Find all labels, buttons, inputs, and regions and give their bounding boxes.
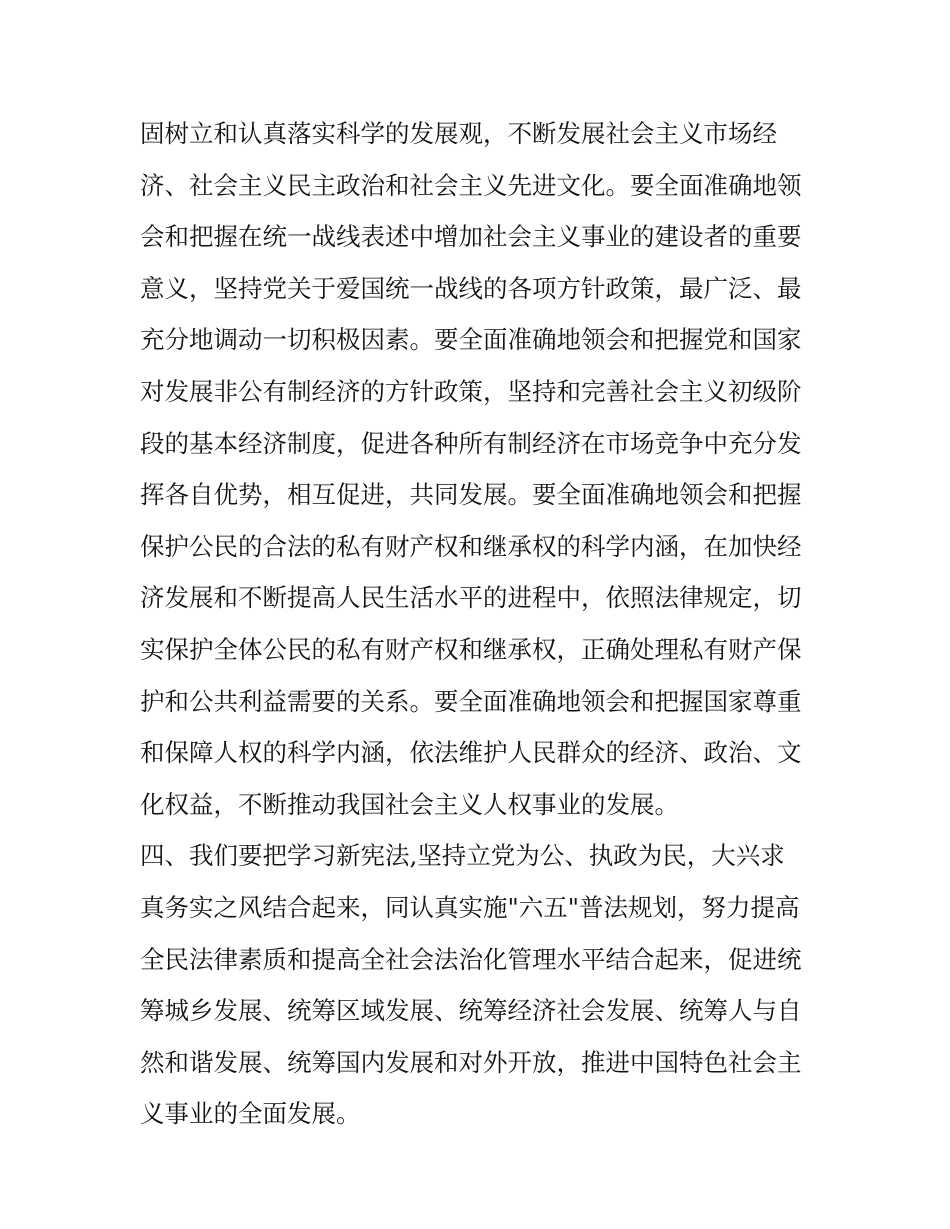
text-line: 实保护全体公民的私有财产权和继承权，正确处理私有财产保: [140, 634, 802, 664]
text-line: 和保障人权的科学内涵，依法维护人民群众的经济、政治、文: [140, 738, 802, 768]
text-line: 筹城乡发展、统筹区域发展、统筹经济社会发展、统筹人与自: [140, 996, 802, 1026]
text-line: 意义，坚持党关于爱国统一战线的各项方针政策，最广泛、最: [140, 273, 802, 303]
text-line: 会和把握在统一战线表述中增加社会主义事业的建设者的重要: [140, 222, 802, 252]
text-line: 全民法律素质和提高全社会法治化管理水平结合起来，促进统: [140, 944, 802, 974]
text-line: 段的基本经济制度，促进各种所有制经济在市场竞争中充分发: [140, 428, 802, 458]
text-line: 对发展非公有制经济的方针政策，坚持和完善社会主义初级阶: [140, 376, 802, 406]
text-line: 义事业的全面发展。: [140, 1099, 361, 1129]
text-line: 挥各自优势，相互促进，共同发展。要全面准确地领会和把握: [140, 480, 802, 510]
text-line: 济、社会主义民主政治和社会主义先进文化。要全面准确地领: [140, 170, 802, 200]
text-line: 化权益，不断推动我国社会主义人权事业的发展。: [140, 789, 679, 819]
body-text: [140, 108, 830, 1140]
text-line: 护和公共利益需要的关系。要全面准确地领会和把握国家尊重: [140, 686, 802, 716]
text-line: 保护公民的合法的私有财产权和继承权的科学内涵，在加快经: [140, 531, 802, 561]
section-four-line: 四、我们要把学习新宪法,坚持立党为公、执政为民，大兴求: [140, 841, 785, 871]
text-line: 济发展和不断提高人民生活水平的进程中，依照法律规定，切: [140, 583, 802, 613]
text-line: 真务实之风结合起来，同认真实施"六五"普法规划，努力提高: [140, 892, 800, 922]
text-line: 然和谐发展、统筹国内发展和对外开放，推进中国特色社会主: [140, 1047, 802, 1077]
text-line: 固树立和认真落实科学的发展观，不断发展社会主义市场经: [140, 119, 777, 148]
text-line: 充分地调动一切积极因素。要全面准确地领会和把握党和国家: [140, 325, 802, 355]
